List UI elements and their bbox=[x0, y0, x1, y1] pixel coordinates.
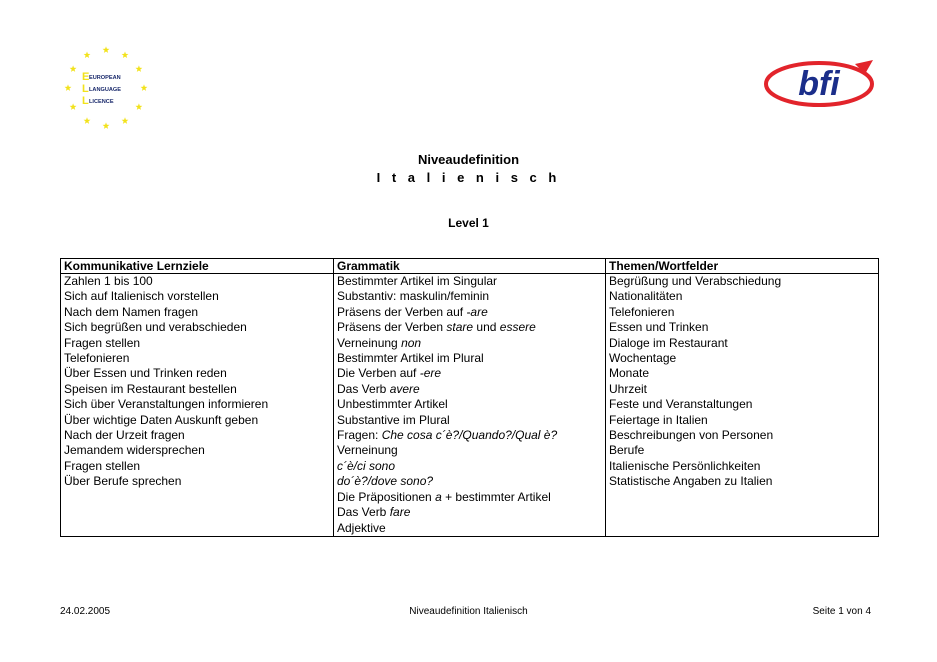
grammatik-segment: und bbox=[473, 320, 500, 335]
lernziel-item: Fragen stellen bbox=[64, 458, 141, 473]
star-icon bbox=[103, 46, 110, 53]
logo-line-european: EUROPEAN bbox=[89, 75, 121, 81]
star-icon bbox=[84, 117, 91, 124]
svg-text:L: L bbox=[82, 83, 89, 95]
grammatik-segment: non bbox=[401, 335, 422, 350]
lernziel-item: Zahlen 1 bis 100 bbox=[64, 274, 153, 288]
document-subtitle: I t a l i e n i s c h bbox=[376, 170, 561, 185]
thema-item: Statistische Angaben zu Italien bbox=[609, 474, 773, 489]
grammatik-item bbox=[337, 505, 602, 520]
lernziel-item: Nach der Urzeit fragen bbox=[64, 428, 185, 443]
grammatik-segment: Adjektive bbox=[337, 520, 386, 535]
grammatik-item bbox=[337, 382, 602, 397]
lernziel-item: Über Berufe sprechen bbox=[64, 474, 182, 489]
thema-item: Feste und Veranstaltungen bbox=[609, 397, 753, 412]
star-icon bbox=[122, 117, 129, 124]
header-lernziele: Kommunikative Lernziele bbox=[61, 259, 334, 274]
lernziel-item: Jemandem widersprechen bbox=[64, 443, 205, 458]
grammatik-segment: Substantiv: maskulin/feminin bbox=[337, 289, 490, 304]
grammatik-item bbox=[337, 320, 602, 335]
grammatik-segment: Fragen: bbox=[337, 428, 382, 443]
thema-item: Begrüßung und Verabschiedung bbox=[609, 274, 782, 288]
thema-item: Essen und Trinken bbox=[609, 320, 709, 335]
grammatik-segment: Verneinung bbox=[337, 443, 398, 458]
logo-line-licence: LICENCE bbox=[89, 99, 114, 105]
lernziele-cell bbox=[61, 274, 334, 537]
grammatik-segment: Unbestimmter Artikel bbox=[337, 397, 448, 412]
star-icon bbox=[141, 84, 148, 91]
grammatik-segment: Verneinung bbox=[337, 335, 402, 350]
grammatik-segment: essere bbox=[499, 320, 536, 335]
grammatik-segment: -are bbox=[466, 304, 488, 319]
lernziel-item: Sich begrüßen und verabschieden bbox=[64, 320, 247, 335]
thema-item: Uhrzeit bbox=[609, 381, 648, 396]
european-language-licence-logo bbox=[60, 42, 152, 134]
star-icon bbox=[65, 84, 72, 91]
grammatik-item bbox=[337, 336, 602, 351]
lernziel-item: Fragen stellen bbox=[64, 335, 141, 350]
thema-item: Feiertage in Italien bbox=[609, 412, 708, 427]
grammatik-segment: Die Verben auf bbox=[337, 366, 420, 381]
lernziel-item: Speisen im Restaurant bestellen bbox=[64, 381, 237, 396]
curriculum-table bbox=[60, 258, 879, 537]
thema-item: Italienische Persönlichkeiten bbox=[609, 458, 761, 473]
grammatik-segment: Präsens der Verben auf bbox=[337, 304, 467, 319]
header-grammatik: Grammatik bbox=[334, 259, 606, 274]
grammatik-item bbox=[337, 443, 602, 458]
grammatik-item bbox=[337, 397, 602, 412]
grammatik-segment: Bestimmter Artikel im Singular bbox=[337, 274, 498, 288]
star-icon bbox=[122, 51, 129, 58]
grammatik-segment: Che cosa c´è?/Quando?/Qual è? bbox=[381, 428, 558, 443]
star-icon bbox=[135, 103, 142, 110]
grammatik-segment: stare bbox=[446, 320, 474, 335]
thema-item: Telefonieren bbox=[609, 304, 675, 319]
thema-item: Dialoge im Restaurant bbox=[609, 335, 728, 350]
grammatik-item bbox=[337, 490, 602, 505]
lernziel-item: Über Essen und Trinken reden bbox=[64, 366, 227, 381]
logo-line-language: LANGUAGE bbox=[89, 87, 122, 93]
lernziel-item: Nach dem Namen fragen bbox=[64, 304, 199, 319]
grammatik-segment: Substantive im Plural bbox=[337, 412, 450, 427]
lernziel-item: Sich auf Italienisch vorstellen bbox=[64, 289, 219, 304]
grammatik-segment: -ere bbox=[419, 366, 442, 381]
grammatik-segment: Bestimmter Artikel im Plural bbox=[337, 351, 484, 366]
footer-date: 24.02.2005 bbox=[60, 606, 111, 617]
grammatik-segment: Die Präpositionen bbox=[337, 489, 436, 504]
star-icon bbox=[135, 65, 142, 72]
grammatik-item bbox=[337, 289, 602, 304]
grammatik-item bbox=[337, 428, 602, 443]
table-body-row bbox=[61, 274, 879, 537]
grammatik-item bbox=[337, 274, 602, 289]
bfi-logo bbox=[763, 58, 878, 108]
lernziel-item: Telefonieren bbox=[64, 351, 130, 366]
star-icon bbox=[70, 65, 77, 72]
grammatik-item bbox=[337, 459, 602, 474]
star-icon bbox=[84, 51, 91, 58]
grammatik-item bbox=[337, 366, 602, 381]
grammatik-segment: + bestimmter Artikel bbox=[441, 489, 551, 504]
themen-cell bbox=[606, 274, 879, 537]
footer-page-number: Seite 1 von 4 bbox=[812, 606, 871, 617]
star-icon bbox=[70, 103, 77, 110]
logo-letters bbox=[82, 71, 121, 107]
grammatik-item bbox=[337, 521, 602, 536]
thema-item: Berufe bbox=[609, 443, 645, 458]
footer-title: Niveaudefinition Italienisch bbox=[409, 606, 528, 617]
star-icon bbox=[103, 122, 110, 129]
grammatik-segment: c´è/ci sono bbox=[337, 458, 396, 473]
level-heading: Level 1 bbox=[448, 216, 489, 230]
grammatik-segment: Das Verb bbox=[337, 505, 390, 520]
grammatik-segment: avere bbox=[389, 381, 420, 396]
svg-text:E: E bbox=[82, 71, 90, 83]
table-header-row bbox=[61, 259, 879, 274]
document-title: Niveaudefinition bbox=[417, 152, 520, 167]
grammatik-item bbox=[337, 305, 602, 320]
lernziel-item: Sich über Veranstaltungen informieren bbox=[64, 397, 269, 412]
header-themen: Themen/Wortfelder bbox=[606, 259, 879, 274]
grammatik-item bbox=[337, 351, 602, 366]
grammatik-segment: fare bbox=[389, 505, 411, 520]
svg-text:L: L bbox=[82, 95, 89, 107]
thema-item: Nationalitäten bbox=[609, 289, 683, 304]
grammatik-segment: a bbox=[435, 489, 442, 504]
grammatik-item bbox=[337, 474, 602, 489]
grammatik-segment: Das Verb bbox=[337, 381, 390, 396]
thema-item: Wochentage bbox=[609, 351, 677, 366]
lernziel-item: Über wichtige Daten Auskunft geben bbox=[64, 412, 259, 427]
bfi-logo-text: bfi bbox=[798, 65, 840, 103]
thema-item: Beschreibungen von Personen bbox=[609, 428, 774, 443]
grammatik-cell bbox=[334, 274, 606, 537]
grammatik-segment: Präsens der Verben bbox=[337, 320, 447, 335]
thema-item: Monate bbox=[609, 366, 650, 381]
grammatik-segment: do´è?/dove sono? bbox=[337, 474, 434, 489]
grammatik-item bbox=[337, 413, 602, 428]
